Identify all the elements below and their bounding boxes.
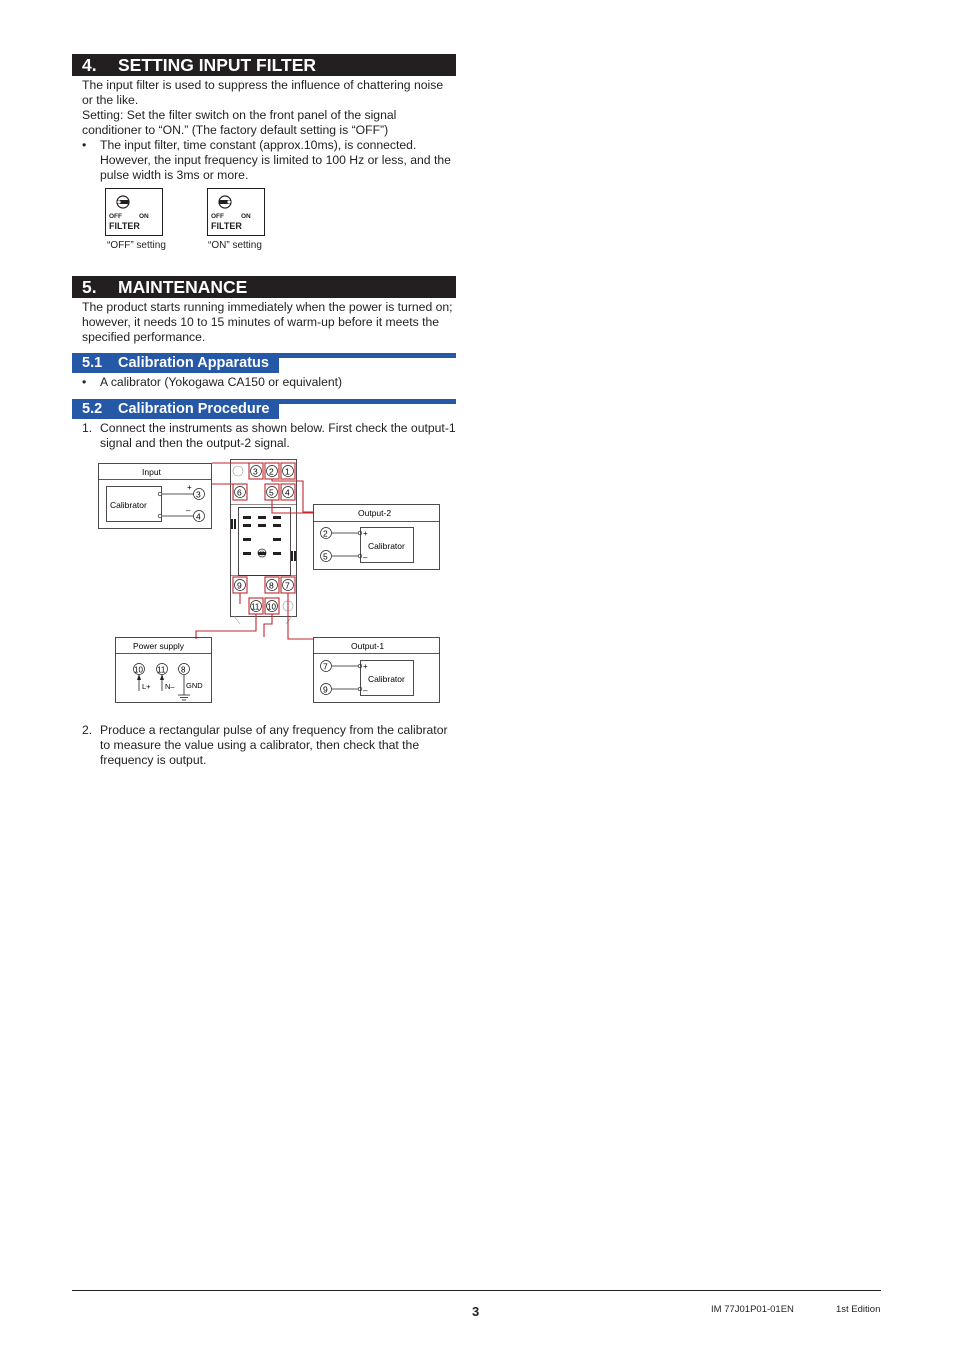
bullet-icon: • [82, 138, 87, 152]
subsection-number: 5.2 [82, 401, 103, 417]
power-terminal-11: 11 [157, 665, 166, 675]
output2-terminal-2: 2 [323, 528, 328, 539]
section-title: SETTING INPUT FILTER [118, 55, 317, 75]
socket-terminal-11: 11 [251, 602, 260, 612]
step-number: 2. [82, 723, 93, 737]
switch-off-on-label: ON [139, 213, 149, 220]
output1-calibrator-label: Calibrator [368, 674, 405, 684]
power-lplus-label: L+ [142, 682, 151, 691]
subsection-title: Calibration Procedure [118, 401, 270, 417]
power-gnd-label: GND [186, 681, 203, 690]
input-minus: – [186, 506, 191, 515]
section-number: 4. [82, 55, 97, 75]
socket-terminal-1: 1 [285, 466, 290, 477]
power-supply-title: Power supply [133, 641, 185, 651]
filter-setting-text: Setting: Set the filter switch on the front panel of the signal conditioner to “ON.” (The factory default setting is “OFF”) [82, 108, 397, 137]
edition-label: 1st Edition [836, 1304, 881, 1315]
subsection-title: Calibration Apparatus [118, 355, 269, 371]
filter-intro-text: The input filter is used to suppress the influence of chattering noise or the like. [82, 78, 444, 107]
calibration-wiring-diagram [98, 459, 443, 709]
input-title: Input [142, 467, 161, 477]
switch-on-on-label: ON [241, 213, 251, 220]
switch-on-off-label: OFF [211, 213, 224, 220]
switch-on-name: FILTER [211, 221, 242, 231]
switch-off-name: FILTER [109, 221, 140, 231]
section-number: 5. [82, 277, 97, 297]
input-terminal-4: 4 [196, 511, 201, 522]
section-5-1-heading [72, 353, 456, 373]
socket-terminal-8: 8 [269, 580, 274, 591]
step-2-text: Produce a rectangular pulse of any frequency from the calibrator to measure the value using a calibrator, then check that the frequency is output. [100, 723, 448, 767]
input-plus: + [187, 483, 192, 492]
power-terminal-8: 8 [181, 665, 186, 675]
filter-switch-illustrations [105, 188, 456, 258]
filter-switch-on [207, 188, 265, 236]
procedure-step-1 [82, 421, 456, 451]
filter-switch-off [105, 188, 163, 236]
input-calibrator-label: Calibrator [110, 500, 147, 510]
step-number: 1. [82, 421, 93, 435]
apparatus-bullet [82, 375, 456, 390]
output1-terminal-9: 9 [323, 684, 328, 695]
socket-terminal-5: 5 [269, 487, 274, 498]
input-terminal-3: 3 [196, 489, 201, 500]
bullet-icon: • [82, 375, 87, 389]
apparatus-bullet-text: A calibrator (Yokogawa CA150 or equivalent) [100, 375, 343, 389]
output2-title: Output-2 [358, 508, 392, 518]
socket-terminal-3: 3 [253, 466, 258, 477]
socket-terminal-4: 4 [285, 487, 290, 498]
output2-minus: – [363, 553, 368, 562]
footer-rule [72, 1290, 881, 1291]
document-id: IM 77J01P01-01EN [711, 1304, 794, 1315]
caption-off: “OFF” setting [107, 240, 166, 251]
page-number: 3 [472, 1304, 480, 1319]
socket-terminal-6: 6 [237, 487, 242, 498]
section-5-2-heading [72, 399, 456, 419]
power-terminal-10: 10 [134, 665, 143, 675]
caption-on: “ON” setting [208, 240, 262, 251]
socket-terminal-2: 2 [269, 466, 274, 477]
subsection-number: 5.1 [82, 355, 103, 371]
section-5-heading [72, 276, 456, 298]
output1-title: Output-1 [351, 641, 385, 651]
procedure-step-2 [82, 723, 456, 768]
output1-minus: – [363, 686, 368, 695]
filter-bullet-text: The input filter, time constant (approx.10ms), is connected. However, the input frequency is limited to 100 Hz or less, and the pulse width is 3ms or more. [100, 138, 451, 182]
filter-bullet [82, 138, 456, 183]
output2-plus: + [363, 529, 368, 538]
section-title: MAINTENANCE [118, 277, 248, 297]
section-4-heading [72, 54, 456, 76]
main-column [72, 54, 456, 768]
output2-terminal-5: 5 [323, 551, 328, 562]
socket-terminal-9: 9 [237, 580, 242, 591]
switch-off-off-label: OFF [109, 213, 122, 220]
step-1-text: Connect the instruments as shown below. First check the output-1 signal and then the output-2 signal. [100, 421, 456, 450]
output1-terminal-7: 7 [323, 661, 328, 672]
socket-terminal-10: 10 [267, 602, 276, 612]
maintenance-text: The product starts running immediately when the power is turned on; however, it needs 10 to 15 minutes of warm-up before it meets the specified performance. [82, 300, 453, 344]
socket-terminal-7: 7 [285, 580, 290, 591]
power-nminus-label: N– [165, 682, 175, 691]
output1-plus: + [363, 662, 368, 671]
output2-calibrator-label: Calibrator [368, 541, 405, 551]
